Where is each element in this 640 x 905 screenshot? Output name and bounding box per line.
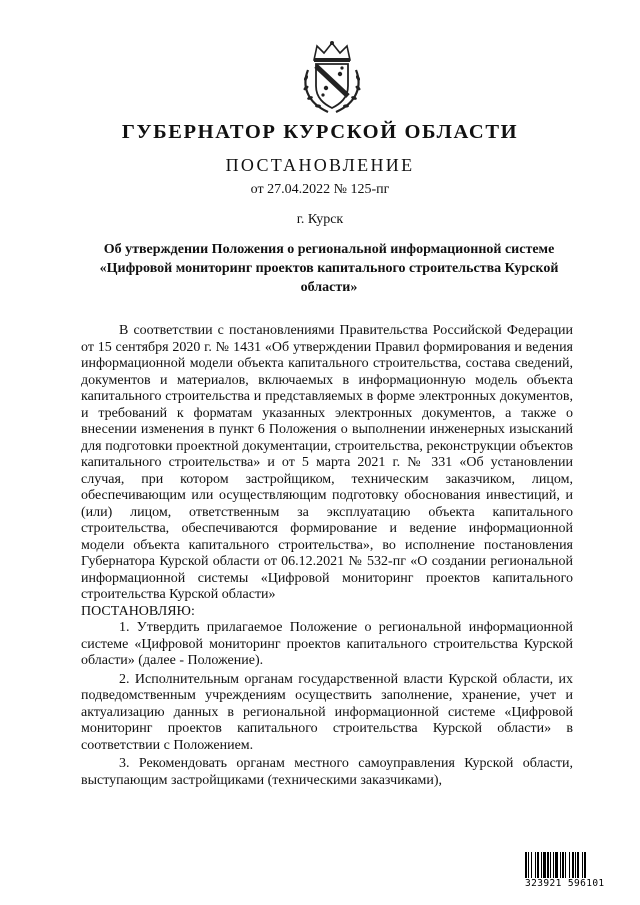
kursk-coat-of-arms-icon (300, 40, 364, 116)
list-item: 1. Утвердить прилагаемое Положение о региональной информационной системе «Цифровой мониторинг проектов капитального строительства Курской области» (далее - Положение). (81, 620, 573, 668)
governor-title: ГУБЕРНАТОР КУРСКОЙ ОБЛАСТИ (121, 121, 519, 143)
preamble-paragraph: В соответствии с постановлениями Правительства Российской Федерации от 15 сентября 2020 г. № 1431 «Об утверждении Правил формирования и ведения информационной модели объекта капитального строительства, состава сведений, документов и материалов, включаемых в информационную модель объекта капитального строительства и представляемых в форме электронных документов, и требований к форматам указанных электронных документов, а также о внесении изменения в пункт 6 Положения о выполнении инженерных изысканий для подготовки проектной документации, строительства, реконструкции объектов капитального строительства» и от 5 марта 2021 г. № 331 «Об установлении случая, при котором застройщиком, техническим заказчиком, лицом, обеспечивающим или осуществляющим подготовку обоснования инвестиций, и (или) лицом, ответственным за эксплуатацию объекта капитального строительства, обеспечиваются формирование и ведение информационной модели объекта капитального строительства», во исполнение постановления Губернатора Курской области от 06.12.2021 № 532-пг «О создании региональной информационной системы «Цифровой мониторинг проектов капитального строительства Курской области» (81, 323, 573, 602)
city-name: г. Курск (296, 212, 344, 227)
document-body (81, 323, 573, 789)
barcode-number: 323921 596101 (525, 878, 605, 889)
date-number-line: от 27.04.2022 № 125-пг (250, 182, 390, 197)
list-item: 3. Рекомендовать органам местного самоуправления Курской области, выступающим застройщиками (техническими заказчиками), (81, 756, 573, 788)
barcode (525, 852, 615, 889)
document-title: Об утверждении Положения о региональной информационной системе «Цифровой мониторинг проектов капитального строительства Курской области» (99, 242, 559, 295)
list-item: 2. Исполнительным органам государственной власти Курской области, их подведомственным учреждениям осуществить заполнение, хранение, учет и актуализацию данных в региональной информационной системе «Цифровой мониторинг проектов капитального строительства Курской области» в соответствии с Положением. (81, 671, 573, 753)
decree-keyword: ПОСТАНОВЛЯЮ: (81, 603, 195, 619)
barcode-icon (525, 852, 615, 878)
document-type: ПОСТАНОВЛЕНИЕ (225, 155, 415, 175)
